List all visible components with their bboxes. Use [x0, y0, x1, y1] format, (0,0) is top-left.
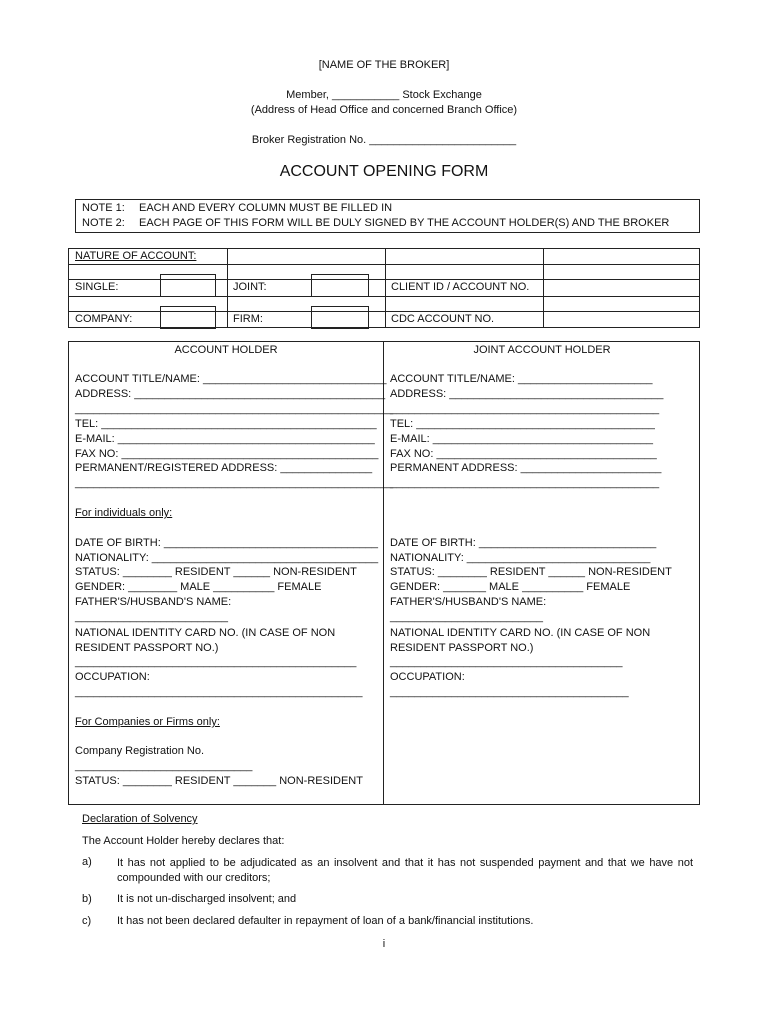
- declaration-intro: The Account Holder hereby declares that:: [82, 835, 285, 847]
- declaration-item-c-marker: c): [82, 915, 92, 927]
- declaration-item-b-text: It is not un-discharged insolvent; and: [117, 893, 297, 905]
- joint-fax-field[interactable]: FAX NO: ____________________________________: [390, 448, 657, 460]
- joint-nic-field[interactable]: ______________________________________: [390, 656, 623, 668]
- company-registration-label: Company Registration No.: [75, 745, 205, 757]
- holder-tel-field[interactable]: TEL: _____________________________________________: [75, 418, 377, 430]
- client-id-label: CLIENT ID / ACCOUNT NO.: [391, 281, 530, 293]
- joint-father-name-field[interactable]: _________________________: [390, 611, 543, 623]
- page-number: i: [382, 938, 386, 950]
- note-1-text: EACH AND EVERY COLUMN MUST BE FILLED IN: [139, 202, 393, 214]
- joint-nationality-field[interactable]: NATIONALITY: ______________________________: [390, 552, 651, 564]
- individuals-heading: For individuals only:: [75, 507, 173, 519]
- holder-nic-field[interactable]: ______________________________________________: [75, 656, 357, 668]
- declaration-item-a-marker: a): [82, 856, 92, 868]
- joint-status-field[interactable]: STATUS: ________ RESIDENT ______ NON-RESIDENT: [390, 566, 672, 578]
- registration-line: Broker Registration No. ________________________: [251, 134, 517, 146]
- note-1-label: NOTE 1:: [82, 202, 125, 214]
- holder-gender-field[interactable]: GENDER: ________ MALE __________ FEMALE: [75, 581, 322, 593]
- account-holder-heading: ACCOUNT HOLDER: [174, 344, 278, 356]
- joint-occupation-label: OCCUPATION:: [390, 671, 465, 683]
- joint-gender-field[interactable]: GENDER: _______ MALE __________ FEMALE: [390, 581, 631, 593]
- joint-address-field[interactable]: ADDRESS: ___________________________________: [390, 388, 664, 400]
- company-checkbox[interactable]: [160, 306, 216, 329]
- holder-address-cont[interactable]: ____________________________________________________: [75, 403, 394, 415]
- firm-checkbox[interactable]: [311, 306, 369, 329]
- holder-father-name-label: FATHER'S/HUSBAND'S NAME:: [75, 596, 232, 608]
- company-status-field[interactable]: STATUS: ________ RESIDENT _______ NON-RESIDENT: [75, 775, 363, 787]
- company-registration-field[interactable]: _____________________________: [75, 760, 253, 772]
- joint-nic-label-2: RESIDENT PASSPORT NO.): [390, 642, 534, 654]
- declaration-item-b-marker: b): [82, 893, 92, 905]
- note-2-label: NOTE 2:: [82, 217, 125, 229]
- holder-status-field[interactable]: STATUS: ________ RESIDENT ______ NON-RESIDENT: [75, 566, 357, 578]
- cdc-field[interactable]: [545, 313, 698, 327]
- joint-tel-field[interactable]: TEL: _______________________________________: [390, 418, 655, 430]
- holder-fax-field[interactable]: FAX NO: __________________________________________: [75, 448, 379, 460]
- holder-father-name-field[interactable]: _________________________: [75, 611, 228, 623]
- cdc-label: CDC ACCOUNT NO.: [391, 313, 495, 325]
- holder-email-field[interactable]: E-MAIL: __________________________________________: [75, 433, 375, 445]
- holder-permanent-address-field[interactable]: PERMANENT/REGISTERED ADDRESS: _______________: [75, 462, 373, 474]
- holder-dob-field[interactable]: DATE OF BIRTH: ___________________________________: [75, 537, 378, 549]
- holder-nationality-field[interactable]: NATIONALITY: _____________________________________: [75, 552, 379, 564]
- holder-nic-label-2: RESIDENT PASSPORT NO.): [75, 642, 219, 654]
- joint-dob-field[interactable]: DATE OF BIRTH: _____________________________: [390, 537, 657, 549]
- single-checkbox[interactable]: [160, 274, 216, 297]
- member-line: Member, ___________ Stock Exchange: [286, 89, 482, 101]
- joint-permanent-address-cont[interactable]: ____________________________________________: [390, 477, 660, 489]
- holder-title-name-field[interactable]: ACCOUNT TITLE/NAME: ______________________________: [75, 373, 387, 385]
- holder-address-field[interactable]: ADDRESS: _________________________________________: [75, 388, 386, 400]
- joint-address-cont[interactable]: ____________________________________________: [390, 403, 660, 415]
- joint-occupation-field[interactable]: _______________________________________: [390, 686, 629, 698]
- joint-nic-label-1: NATIONAL IDENTITY CARD NO. (IN CASE OF NON: [390, 627, 651, 639]
- joint-label: JOINT:: [233, 281, 267, 293]
- nature-of-account-label: NATURE OF ACCOUNT:: [75, 250, 197, 262]
- joint-email-field[interactable]: E-MAIL: ____________________________________: [390, 433, 654, 445]
- declaration-item-a-text: It has not applied to be adjudicated as an insolvent and that it has not suspended payment and that we have not compounded with our creditors;: [117, 857, 693, 884]
- joint-account-holder-heading: JOINT ACCOUNT HOLDER: [473, 344, 611, 356]
- declaration-item-c-text: It has not been declared defaulter in repayment of loan of a bank/financial institutions.: [117, 915, 534, 927]
- address-line: (Address of Head Office and concerned Branch Office): [250, 104, 518, 116]
- single-label: SINGLE:: [75, 281, 119, 293]
- broker-name: [NAME OF THE BROKER]: [318, 59, 450, 71]
- client-id-field[interactable]: [545, 281, 698, 295]
- holder-occupation-label: OCCUPATION:: [75, 671, 150, 683]
- joint-permanent-address-field[interactable]: PERMANENT ADDRESS: _______________________: [390, 462, 662, 474]
- companies-heading: For Companies or Firms only:: [75, 716, 220, 728]
- company-label: COMPANY:: [75, 313, 133, 325]
- note-2-text: EACH PAGE OF THIS FORM WILL BE DULY SIGNED BY THE ACCOUNT HOLDER(S) AND THE BROKER: [139, 217, 670, 229]
- form-title: ACCOUNT OPENING FORM: [279, 163, 489, 180]
- holder-occupation-field[interactable]: _______________________________________________: [75, 686, 363, 698]
- holder-permanent-address-cont[interactable]: ____________________________________________________: [75, 477, 394, 489]
- holder-nic-label-1: NATIONAL IDENTITY CARD NO. (IN CASE OF NON: [75, 627, 336, 639]
- joint-checkbox[interactable]: [311, 274, 369, 297]
- declaration-heading: Declaration of Solvency: [82, 813, 198, 825]
- firm-label: FIRM:: [233, 313, 263, 325]
- joint-father-name-label: FATHER'S/HUSBAND'S NAME:: [390, 596, 547, 608]
- joint-title-name-field[interactable]: ACCOUNT TITLE/NAME: ______________________: [390, 373, 653, 385]
